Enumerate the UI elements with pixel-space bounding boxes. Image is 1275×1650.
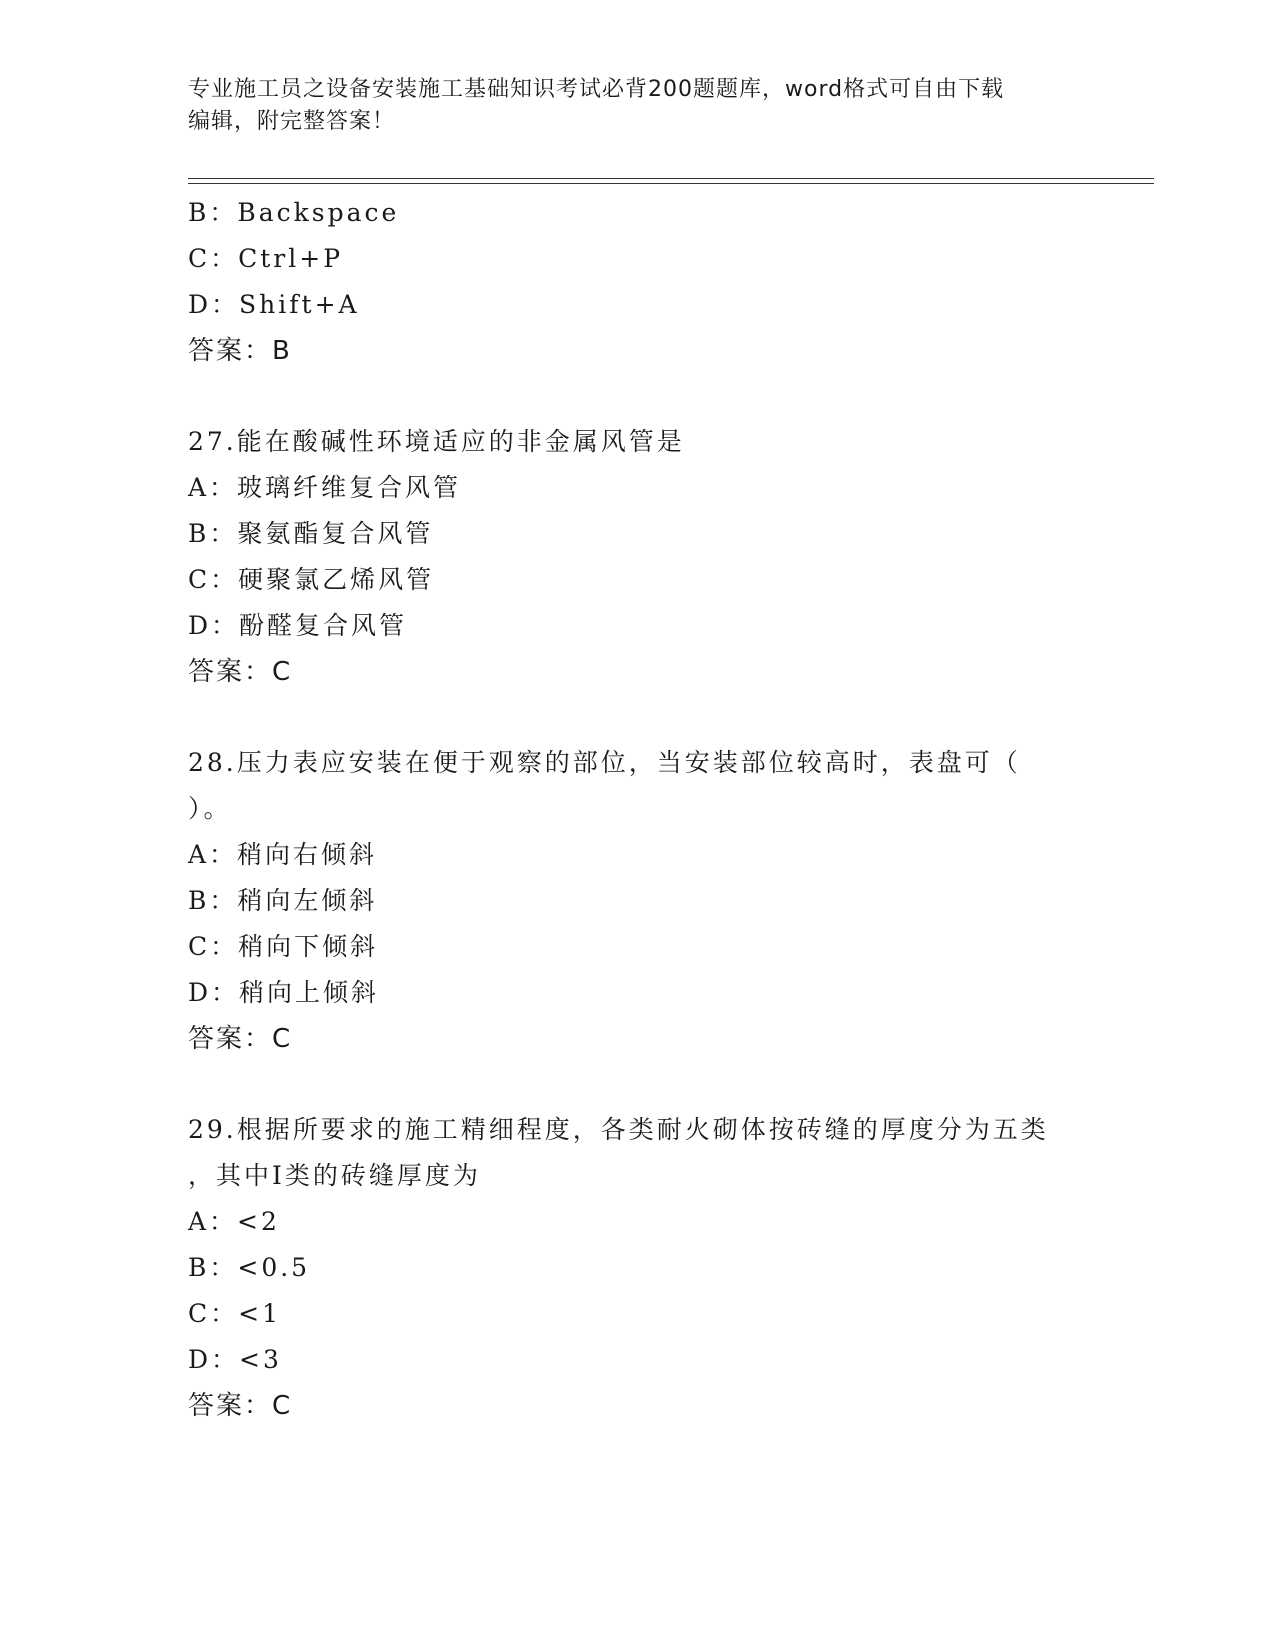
question-28 [188,740,1108,1062]
question-stem-line-2: ，其中I类的砖缝厚度为 [188,1161,481,1190]
question-stem-line-1: 28.压力表应安装在便于观察的部位，当安装部位较高时，表盘可（ [188,748,1021,777]
header-divider-top [188,178,1154,179]
spacer [188,695,1108,740]
option-c: C：硬聚氯乙烯风管 [188,565,435,594]
question-content [188,190,1108,1429]
answer-line: 答案：C [188,657,293,687]
answer-line: 答案：C [188,1024,293,1054]
option-d: D：稍向上倾斜 [188,978,380,1007]
spacer [188,1062,1108,1107]
header-title-line-1: 专业施工员之设备安装施工基础知识考试必背200题题库，word格式可自由下载 [188,77,1005,102]
answer-line: 答案：C [188,1391,293,1421]
question-stem-line-1: 29.根据所要求的施工精细程度，各类耐火砌体按砖缝的厚度分为五类 [188,1115,1049,1144]
option-d: D：Shift+A [188,290,360,319]
option-a: A：稍向右倾斜 [188,840,378,869]
header-divider-bottom [188,183,1154,184]
question-27 [188,419,1108,695]
option-c: C：稍向下倾斜 [188,932,379,961]
option-d: D：<3 [188,1345,282,1374]
option-c: C：<1 [188,1299,281,1328]
option-a: A：玻璃纤维复合风管 [188,473,462,502]
option-a: A：<2 [188,1207,280,1236]
question-stem-line-2: ）。 [188,794,232,823]
spacer [188,374,1108,419]
option-b: B：稍向左倾斜 [188,886,378,915]
option-b: B：Backspace [188,198,400,227]
answer-line: 答案：B [188,336,292,366]
option-b: B：<0.5 [188,1253,311,1282]
question-26-continued [188,190,1108,374]
document-header [188,74,1088,138]
header-title-line-2: 编辑，附完整答案！ [188,109,396,134]
question-stem: 27.能在酸碱性环境适应的非金属风管是 [188,427,685,456]
option-d: D：酚醛复合风管 [188,611,408,640]
option-b: B：聚氨酯复合风管 [188,519,434,548]
option-c: C：Ctrl+P [188,244,344,273]
question-29 [188,1107,1108,1429]
